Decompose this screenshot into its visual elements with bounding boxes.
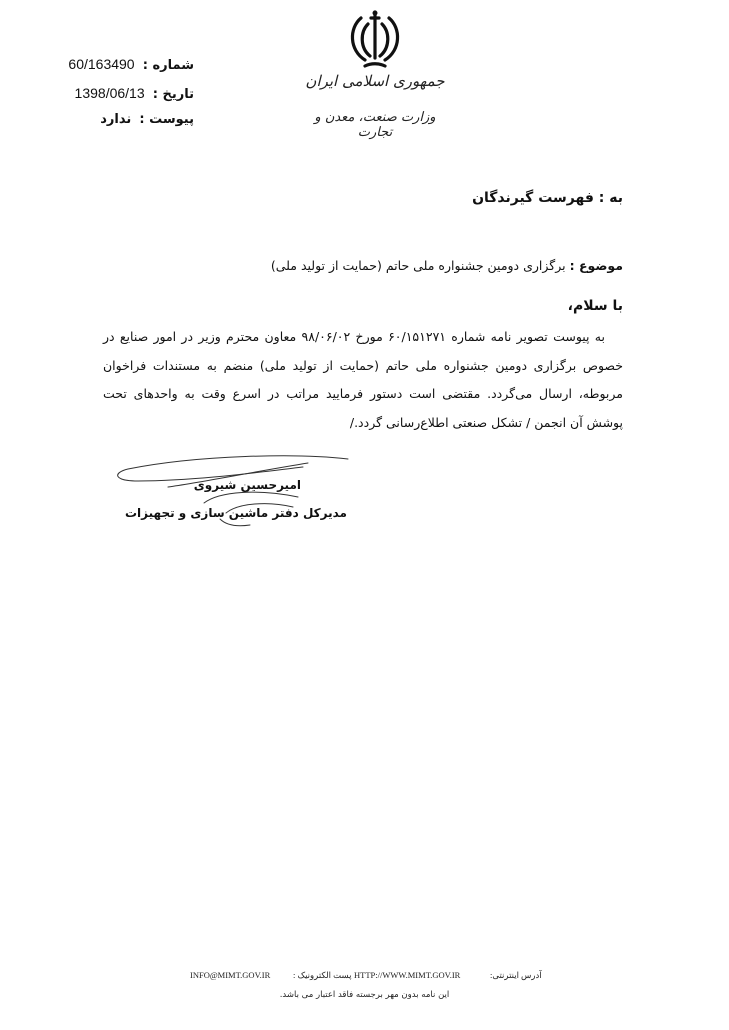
signatory-title: مدیرکل دفتر ماشین سازی و تجهیزات: [124, 506, 347, 520]
footer-website: HTTP://WWW.MIMT.GOV.IR: [354, 970, 461, 980]
footer-email: INFO@MIMT.GOV.IR: [190, 970, 271, 980]
letter-date-row: [75, 83, 194, 103]
footer-website-label: آدرس اینترنتی:: [490, 970, 542, 980]
subject-line: [271, 258, 623, 273]
attachment-value: ندارد: [100, 112, 132, 127]
subject-text: برگزاری دومین جشنواره ملی حاتم (حمایت از تولید ملی): [270, 258, 566, 273]
footer-contact: [190, 970, 560, 986]
number-value: 60/163490: [68, 56, 135, 72]
attachment-row: [100, 110, 194, 130]
iran-emblem-graphic: [343, 10, 407, 72]
iran-emblem-icon: [343, 10, 407, 72]
signatory-name: امیرحسین شیروی: [193, 478, 301, 492]
number-label: شماره :: [142, 58, 194, 73]
recipients-line: به : فهرست گیرندگان: [472, 190, 623, 206]
subject-label: موضوع :: [569, 258, 623, 273]
body-paragraph: به پیوست تصویر نامه شماره ۶۰/۱۵۱۲۷۱ مورخ ۹۸/۰۶/۰۲ معاون محترم وزیر در امور صنایع در خصوص برگزاری دومین جشنواره ملی حاتم (حمایت از تولید ملی) منضم به مستندات فراخوان مربوطه، ارسال می‌گردد. مقتضی است دستور فرمایید مراتب در اسرع وقت به واحدهای تحت پوشش آن انجمن / تشکل صنعتی اطلاع‌رسانی گردد./: [103, 329, 623, 430]
date-label: تاریخ :: [152, 87, 194, 102]
letter-body: [103, 323, 623, 437]
attachment-label: پیوست :: [139, 112, 194, 127]
letter-number-row: [68, 54, 194, 74]
ministry-name: وزارت صنعت، معدن و تجارت: [314, 110, 436, 140]
date-value: 1398/06/13: [74, 85, 145, 101]
greeting: با سلام،: [567, 298, 623, 314]
country-name: جمهوری اسلامی ایران: [305, 72, 445, 90]
footer-email-label: پست الکترونیک :: [293, 970, 352, 980]
footer-note: این نامه بدون مهر برجسته فاقد اعتبار می باشد.: [279, 990, 450, 1000]
